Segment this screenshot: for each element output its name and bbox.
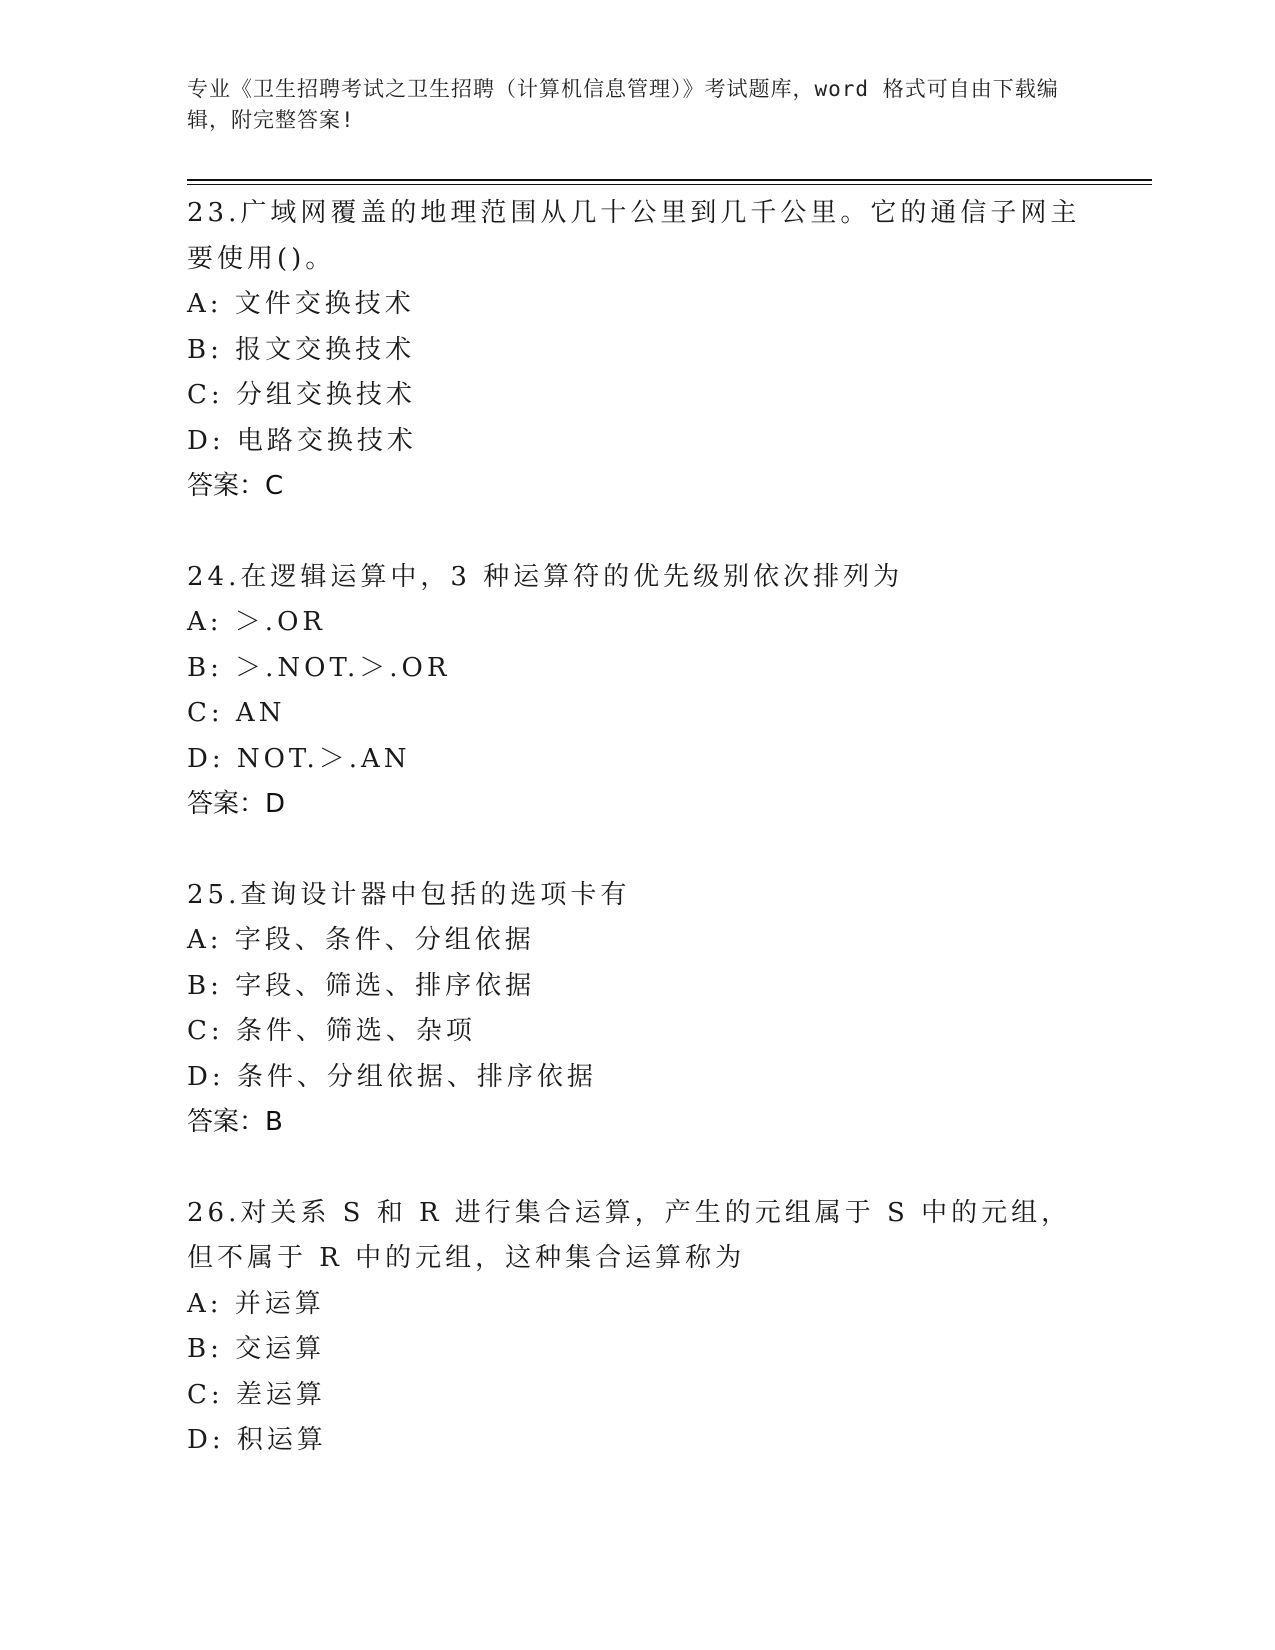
question-25 <box>187 873 1087 1146</box>
question-stem: 24.在逻辑运算中，3 种运算符的优先级别依次排列为 <box>187 561 904 592</box>
option-d: D: 电路交换技术 <box>187 425 417 456</box>
question-stem: 23.广域网覆盖的地理范围从几十公里到几千公里。它的通信子网主要使用()。 <box>187 198 1081 274</box>
header-divider-thin <box>187 184 1152 185</box>
answer-line: 答案：B <box>187 1107 283 1137</box>
option-a: A: 并运算 <box>187 1288 325 1319</box>
header-divider-thick <box>187 179 1152 181</box>
question-23 <box>187 191 1087 510</box>
option-d: D: 积运算 <box>187 1425 327 1455</box>
option-c: C: 差运算 <box>187 1379 326 1410</box>
question-stem: 25.查询设计器中包括的选项卡有 <box>187 879 631 910</box>
option-a: A: 文件交换技术 <box>187 289 415 319</box>
option-c: C: 条件、筛选、杂项 <box>187 1016 476 1046</box>
option-b: B: 字段、筛选、排序依据 <box>187 970 536 1001</box>
question-24 <box>187 555 1087 828</box>
document-header-intro: 专业《卫生招聘考试之卫生招聘（计算机信息管理）》考试题库，word 格式可自由下载编辑，附完整答案! <box>187 77 1059 132</box>
option-d: D: 条件、分组依据、排序依据 <box>187 1061 597 1092</box>
option-d: D: NOT.＞.AN <box>187 743 411 774</box>
option-b: B: ＞.NOT.＞.OR <box>187 652 451 683</box>
option-b: B: 报文交换技术 <box>187 334 416 365</box>
option-c: C: AN <box>187 698 286 728</box>
question-stem: 26.对关系 S 和 R 进行集合运算，产生的元组属于 S 中的元组，但不属于 R 中的元组，这种集合运算称为 <box>187 1197 1072 1273</box>
answer-line: 答案：D <box>187 789 286 819</box>
option-c: C: 分组交换技术 <box>187 380 416 410</box>
question-list <box>187 191 1087 1509</box>
option-a: A: ＞.OR <box>187 607 326 637</box>
option-b: B: 交运算 <box>187 1334 326 1364</box>
answer-line: 答案：C <box>187 471 284 501</box>
question-26 <box>187 1191 1087 1464</box>
option-a: A: 字段、条件、分组依据 <box>187 925 535 955</box>
